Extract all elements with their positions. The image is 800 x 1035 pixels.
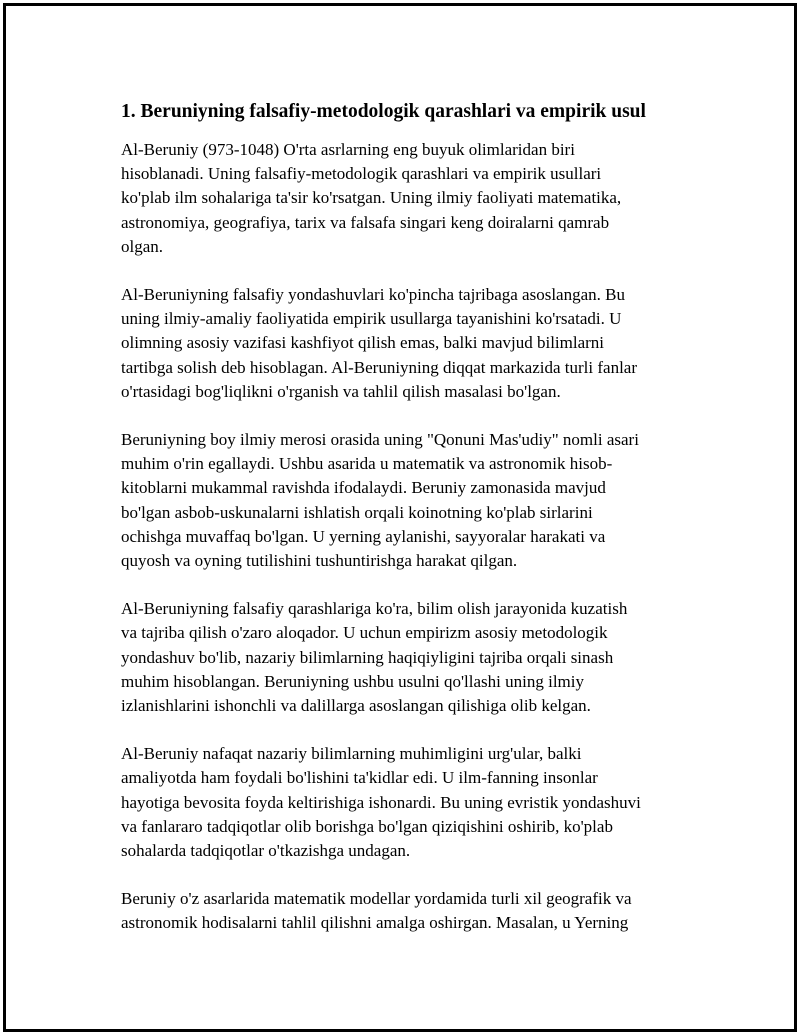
text-line: olgan. [121,236,164,256]
text-line: Al-Beruniy (973-1048) O'rta asrlarning eng buyuk olimlaridan biri [121,140,575,159]
text-line: bo'lgan asbob-uskunalarni ishlatish orqali koinotning ko'plab sirlarini [121,502,593,522]
text-line: hayotiga bevosita foyda keltirishiga ishonardi. Bu uning evristik yondashuvi [121,792,641,812]
text-line: kitoblarni mukammal ravishda ifodalaydi. Beruniy zamonasida mavjud [121,478,606,498]
document-body [121,98,691,960]
text-line: va tajriba qilish o'zaro aloqador. U uchun empirizm asosiy metodologik [121,623,608,643]
text-line: hisoblanadi. Uning falsafiy-metodologik qarashlari va empirik usullari [121,164,602,184]
paragraph [121,138,691,259]
text-line: va fanlararo tadqiqotlar olib borishga bo'lgan qiziqishini oshirib, ko'plab [121,816,613,836]
text-line: uning ilmiy-amaliy faoliyatida empirik usullarga tayanishini ko'rsatadi. U [121,309,622,329]
paragraph [121,597,691,718]
paragraph [121,428,691,573]
text-line: astronomik hodisalarni tahlil qilishni amalga oshirgan. Masalan, u Yerning [121,913,629,933]
section-heading: 1. Beruniyning falsafiy-metodologik qarashlari va empirik usul [121,101,646,122]
text-line: yondashuv bo'lib, nazariy bilimlarning haqiqiyligini tajriba orqali sinash [121,647,614,667]
text-line: tartibga solish deb hisoblagan. Al-Beruniyning diqqat markazida turli fanlar [121,357,638,377]
text-line: sohalarda tadqiqotlar o'tkazishga undagan. [121,841,411,861]
text-line: muhim hisoblangan. Beruniyning ushbu usulni qo'llashi uning ilmiy [121,671,585,691]
text-line: amaliyotda ham foydali bo'lishini ta'kidlar edi. U ilm-fanning insonlar [121,768,598,788]
text-line: ochishga muvaffaq bo'lgan. U yerning aylanishi, sayyoralar harakati va [121,526,606,546]
text-line: Al-Beruniy nafaqat nazariy bilimlarning muhimligini urg'ular, balki [121,744,582,764]
text-line: Al-Beruniyning falsafiy qarashlariga ko'ra, bilim olish jarayonida kuzatish [121,599,628,619]
text-line: Beruniy o'z asarlarida matematik modellar yordamida turli xil geografik va [121,889,632,909]
paragraph [121,887,691,935]
text-line: Beruniyning boy ilmiy merosi orasida uning "Qonuni Mas'udiy" nomli asari [121,430,639,450]
paragraph [121,742,691,863]
text-line: muhim o'rin egallaydi. Ushbu asarida u matematik va astronomik hisob- [121,454,613,474]
text-line: olimning asosiy vazifasi kashfiyot qilish emas, balki mavjud bilimlarni [121,333,605,353]
text-line: quyosh va oyning tutilishini tushuntirishga harakat qilgan. [121,551,518,571]
text-line: ko'plab ilm sohalariga ta'sir ko'rsatgan. Uning ilmiy faoliyati matematika, [121,188,622,208]
text-line: astronomiya, geografiya, tarix va falsafa singari keng doiralarni qamrab [121,212,610,232]
paragraph-list [121,138,691,936]
page-frame [3,3,797,1032]
text-line: Al-Beruniyning falsafiy yondashuvlari ko'pincha tajribaga asoslangan. Bu [121,285,625,305]
text-line: o'rtasidagi bog'liqlikni o'rganish va tahlil qilish masalasi bo'lgan. [121,381,561,401]
paragraph [121,283,691,404]
text-line: izlanishlarini ishonchli va dalillarga asoslangan qilishiga olib kelgan. [121,696,591,716]
